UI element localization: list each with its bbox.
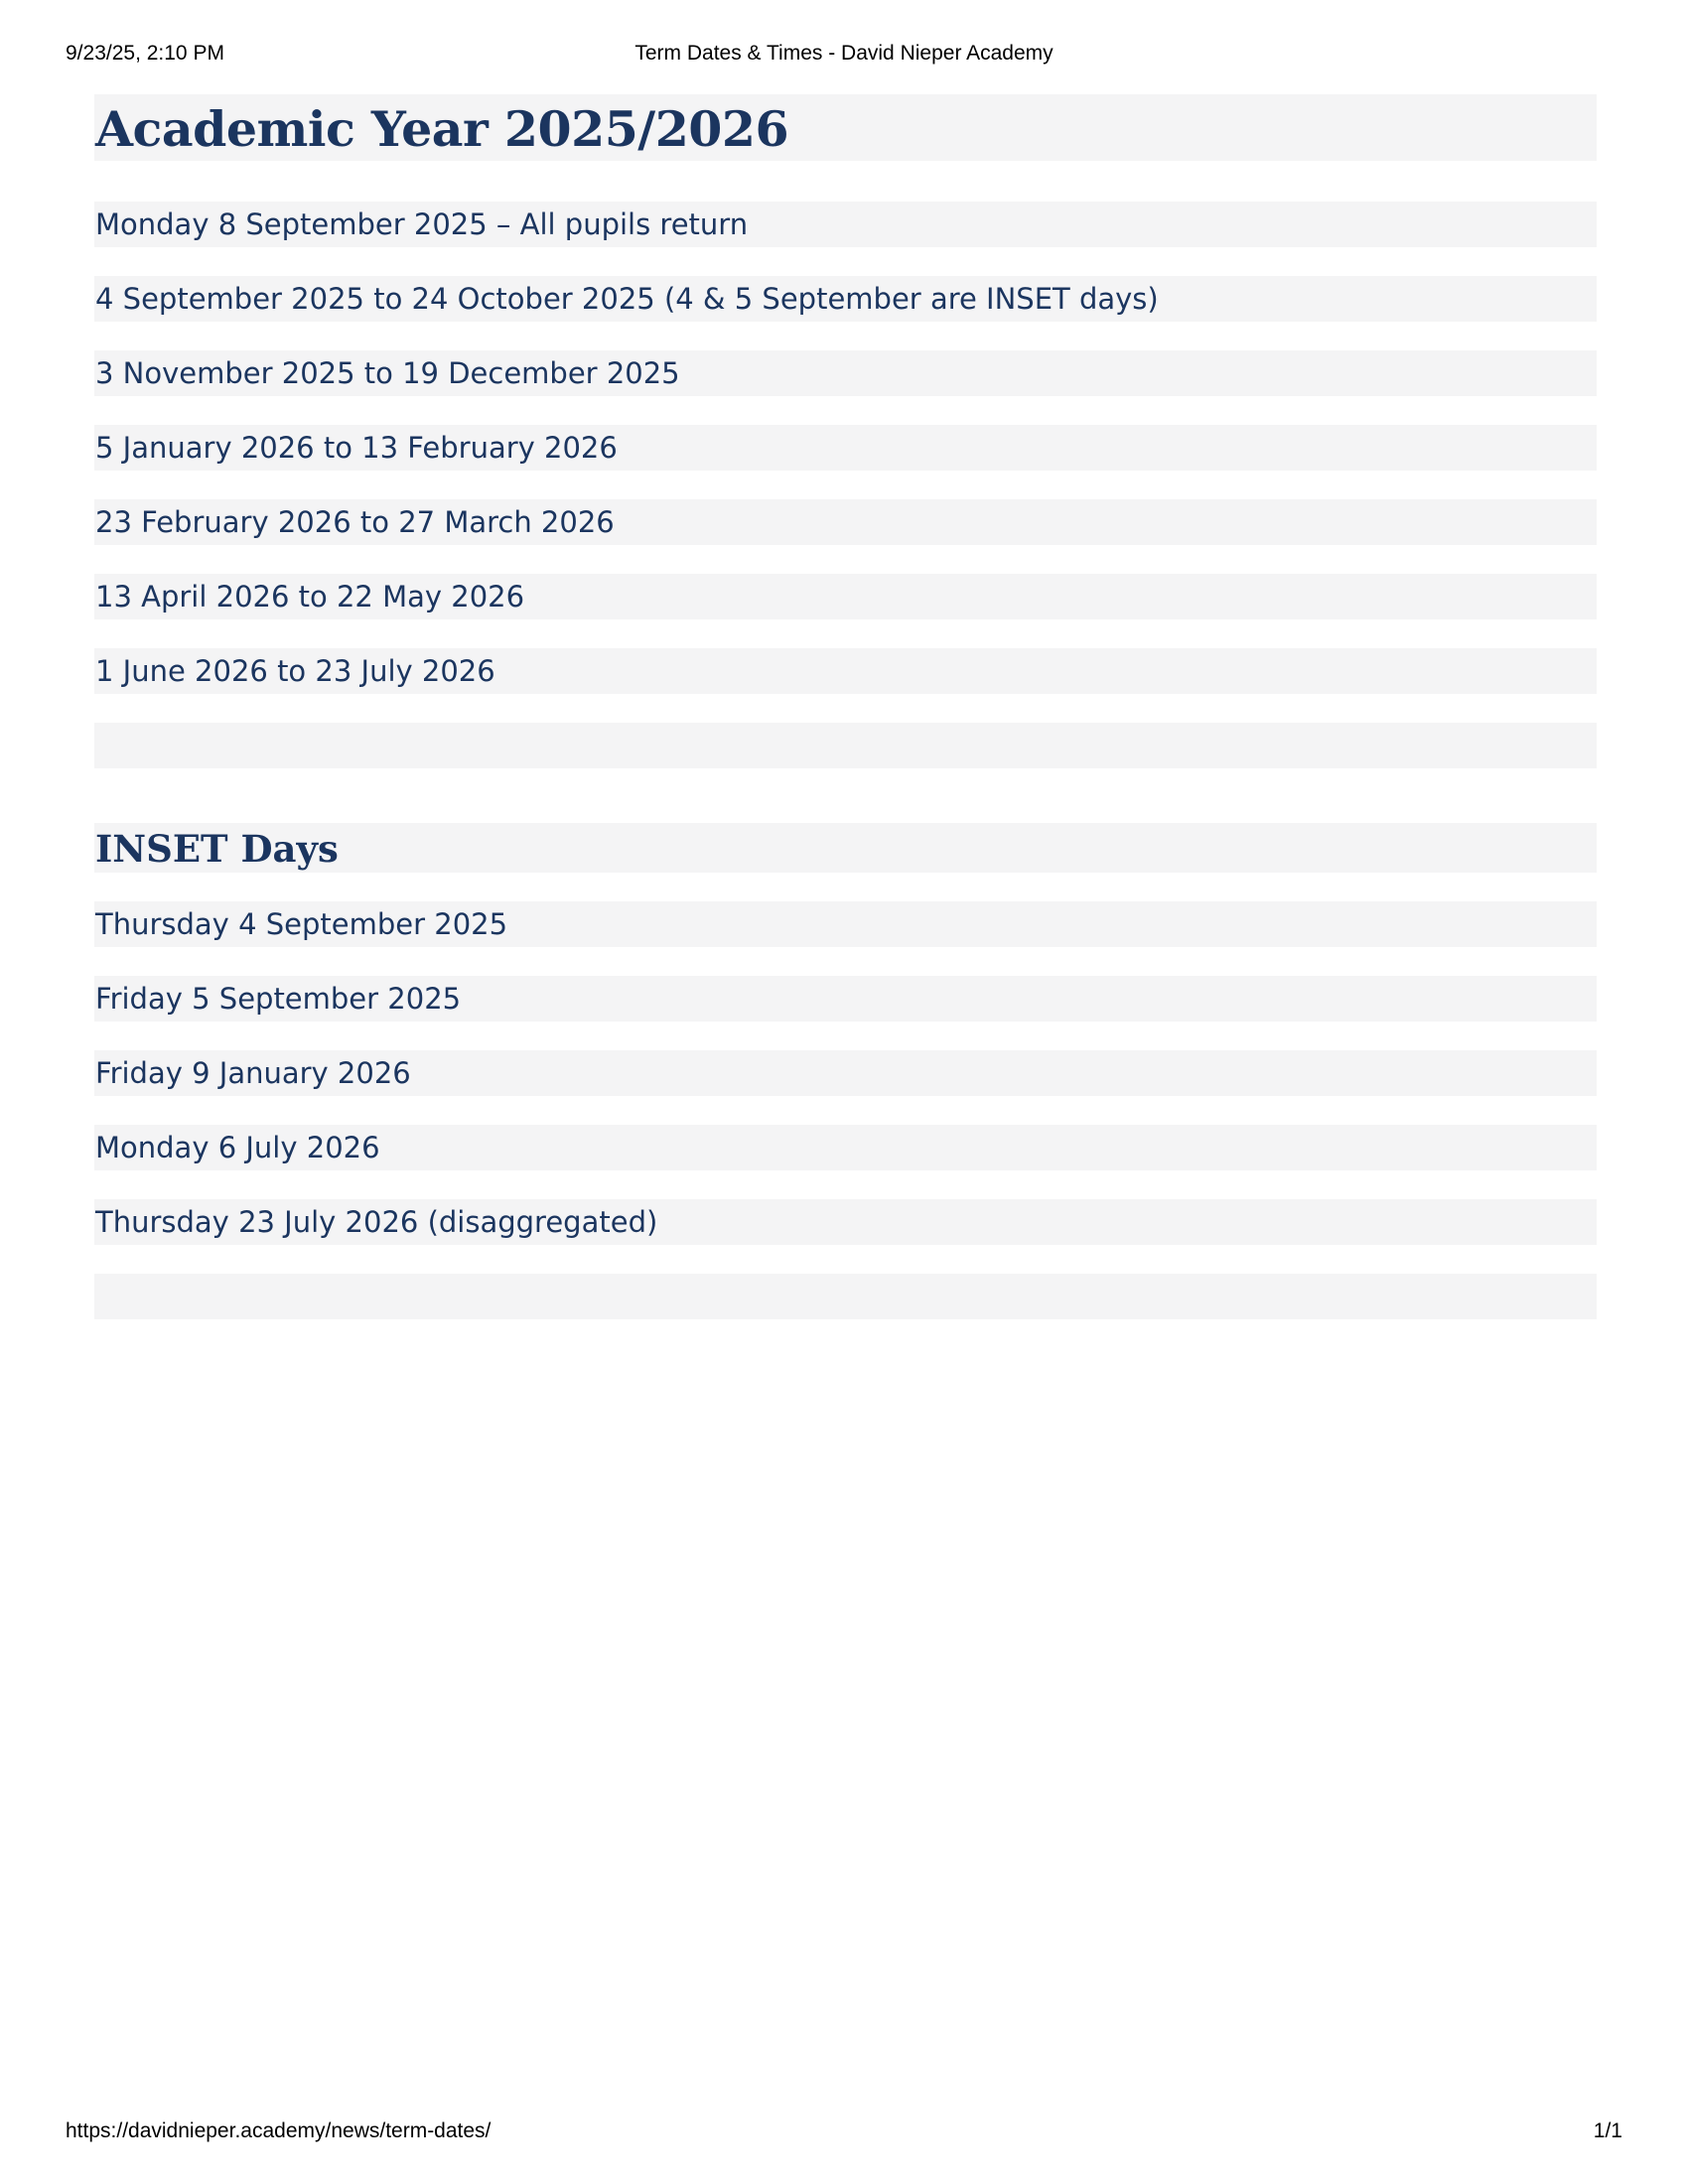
- term-date-item: 3 November 2025 to 19 December 2025: [94, 350, 1597, 396]
- academic-year-heading: Academic Year 2025/2026: [94, 94, 1597, 161]
- term-dates-content: [94, 94, 1597, 1319]
- term-date-item: 4 September 2025 to 24 October 2025 (4 & 5 September are INSET days): [94, 276, 1597, 322]
- print-url: https://davidnieper.academy/news/term-dates/: [66, 2119, 492, 2142]
- inset-days-heading: INSET Days: [94, 823, 1597, 873]
- term-date-item: 23 February 2026 to 27 March 2026: [94, 499, 1597, 545]
- term-date-item: 1 June 2026 to 23 July 2026: [94, 648, 1597, 694]
- print-page-number: 1/1: [1593, 2119, 1622, 2142]
- inset-day-item: Thursday 23 July 2026 (disaggregated): [94, 1199, 1597, 1245]
- empty-paragraph: [94, 1274, 1597, 1319]
- inset-day-item: Thursday 4 September 2025: [94, 901, 1597, 947]
- print-datetime: 9/23/25, 2:10 PM: [66, 42, 224, 65]
- term-date-item: 5 January 2026 to 13 February 2026: [94, 425, 1597, 471]
- print-header: [0, 42, 1688, 69]
- print-footer: [0, 2119, 1688, 2147]
- inset-day-item: Friday 9 January 2026: [94, 1050, 1597, 1096]
- inset-day-item: Monday 6 July 2026: [94, 1125, 1597, 1170]
- print-page-title: Term Dates & Times - David Nieper Academy: [634, 42, 1054, 65]
- term-date-item: 13 April 2026 to 22 May 2026: [94, 574, 1597, 619]
- term-date-item: Monday 8 September 2025 – All pupils return: [94, 202, 1597, 247]
- empty-paragraph: [94, 723, 1597, 768]
- inset-day-item: Friday 5 September 2025: [94, 976, 1597, 1022]
